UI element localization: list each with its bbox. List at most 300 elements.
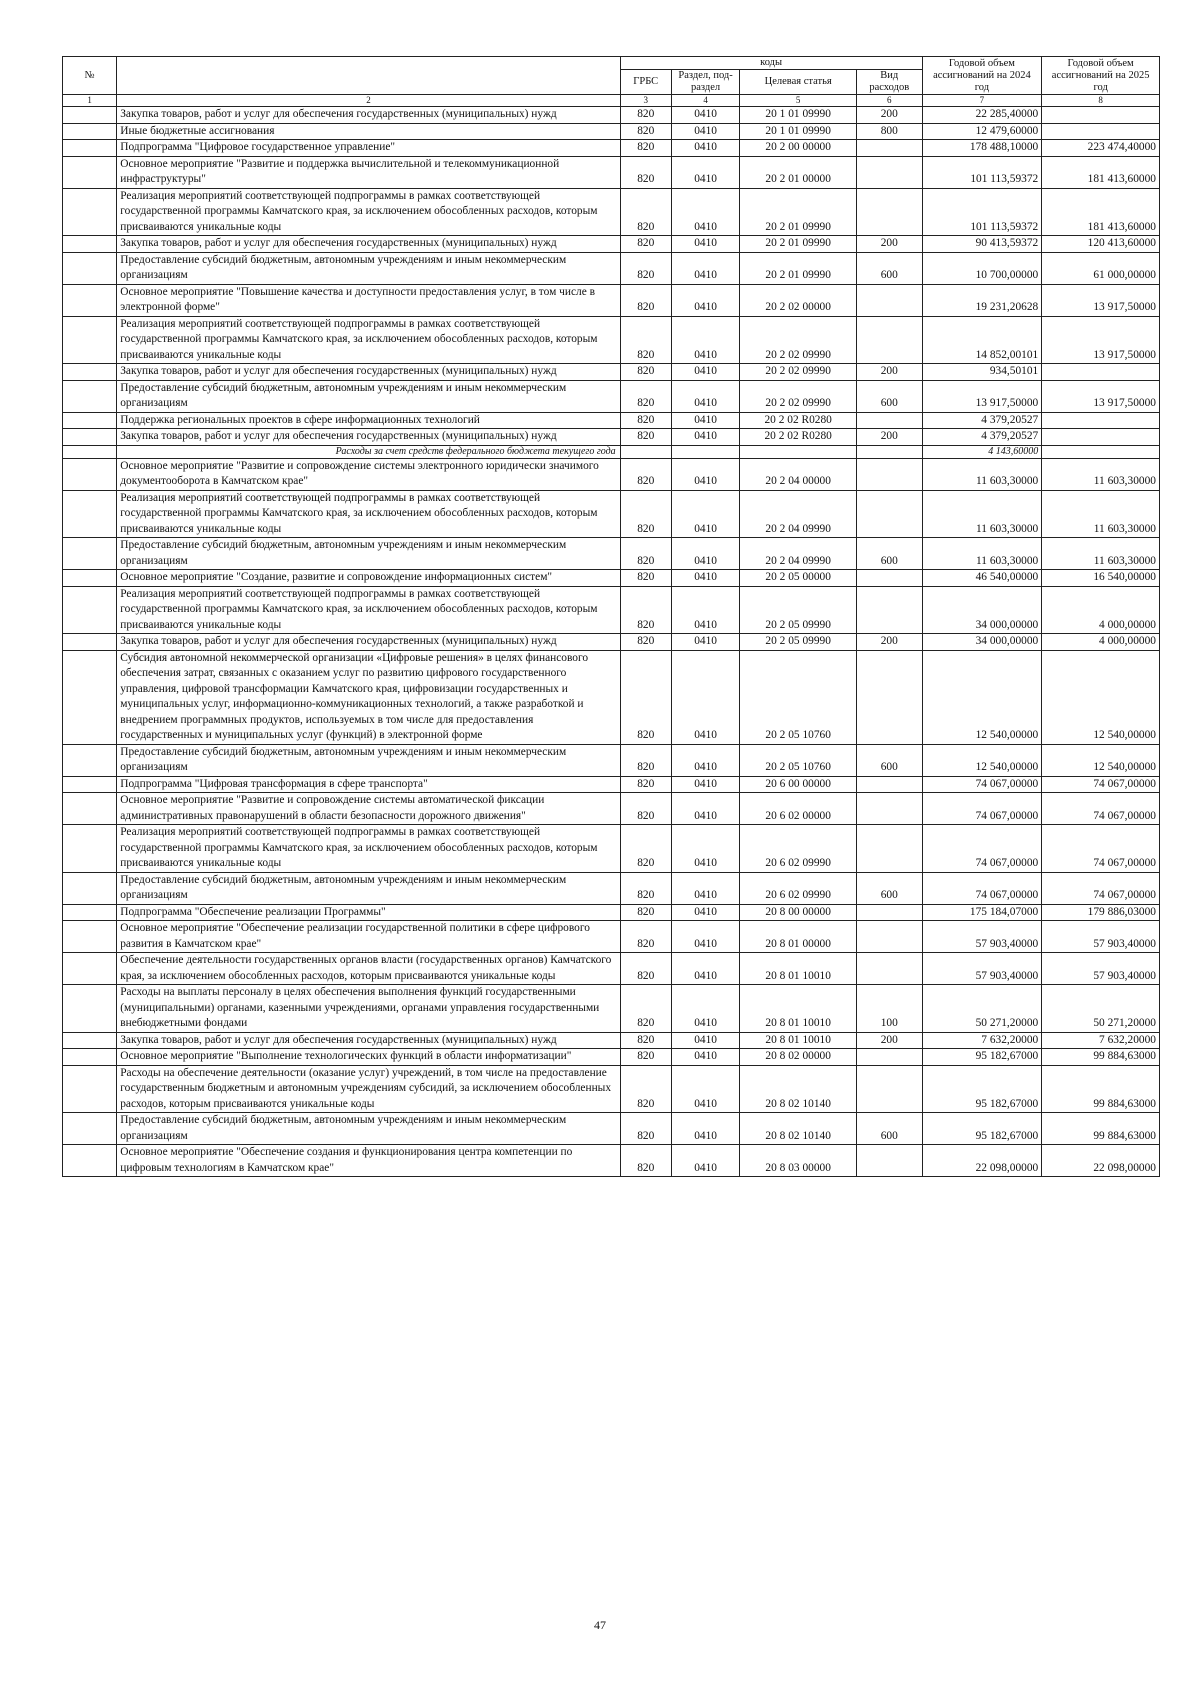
row-grbs: 820 — [620, 825, 671, 873]
table-row — [63, 825, 1160, 873]
row-number — [63, 538, 117, 570]
row-amount-2024: 95 182,67000 — [922, 1065, 1042, 1113]
table-row — [63, 985, 1160, 1033]
row-grbs: 820 — [620, 412, 671, 429]
row-expense-type — [857, 953, 923, 985]
row-razdel: 0410 — [671, 825, 740, 873]
row-grbs: 820 — [620, 634, 671, 651]
row-target-article: 20 8 01 10010 — [740, 1032, 857, 1049]
row-name: Закупка товаров, работ и услуг для обеспечения государственных (муниципальных) нужд — [117, 236, 620, 253]
row-name: Поддержка региональных проектов в сфере информационных технологий — [117, 412, 620, 429]
row-grbs: 820 — [620, 458, 671, 490]
header-razdel: Раздел, под-раздел — [671, 70, 740, 95]
row-expense-type — [857, 412, 923, 429]
row-expense-type: 600 — [857, 744, 923, 776]
row-razdel: 0410 — [671, 156, 740, 188]
row-name: Расходы за счет средств федерального бюджета текущего года — [117, 445, 620, 458]
row-number — [63, 445, 117, 458]
row-name: Основное мероприятие "Развитие и поддержка вычислительной и телекоммуникационной инфраструктуры" — [117, 156, 620, 188]
row-amount-2024: 50 271,20000 — [922, 985, 1042, 1033]
row-razdel: 0410 — [671, 1065, 740, 1113]
row-grbs: 820 — [620, 1113, 671, 1145]
row-amount-2025 — [1042, 107, 1160, 124]
row-expense-type — [857, 1145, 923, 1177]
row-amount-2025: 4 000,00000 — [1042, 586, 1160, 634]
row-amount-2024: 34 000,00000 — [922, 586, 1042, 634]
row-target-article: 20 2 01 09990 — [740, 252, 857, 284]
row-target-article: 20 8 01 00000 — [740, 921, 857, 953]
table-row — [63, 316, 1160, 364]
row-grbs: 820 — [620, 188, 671, 236]
row-amount-2025: 74 067,00000 — [1042, 776, 1160, 793]
row-target-article: 20 2 05 10760 — [740, 744, 857, 776]
table-row — [63, 634, 1160, 651]
row-expense-type — [857, 921, 923, 953]
row-amount-2025: 181 413,60000 — [1042, 188, 1160, 236]
table-row — [63, 412, 1160, 429]
row-number — [63, 744, 117, 776]
row-name: Расходы на обеспечение деятельности (оказание услуг) учреждений, в том числе на предоставление государственным бюджетным и автономным учреждениям субсидий, за исключением обособленных расходов, которым присваиваются уникальные коды — [117, 1065, 620, 1113]
page-number: 47 — [594, 1618, 606, 1632]
row-grbs: 820 — [620, 156, 671, 188]
col-index: 4 — [671, 95, 740, 107]
row-target-article: 20 2 05 00000 — [740, 570, 857, 587]
row-grbs: 820 — [620, 316, 671, 364]
row-amount-2025: 57 903,40000 — [1042, 921, 1160, 953]
row-number — [63, 1065, 117, 1113]
row-expense-type — [857, 1065, 923, 1113]
row-name: Закупка товаров, работ и услуг для обеспечения государственных (муниципальных) нужд — [117, 429, 620, 446]
row-amount-2024: 4 143,60000 — [922, 445, 1042, 458]
row-number — [63, 252, 117, 284]
row-amount-2024: 19 231,20628 — [922, 284, 1042, 316]
row-number — [63, 412, 117, 429]
row-grbs: 820 — [620, 744, 671, 776]
row-amount-2025: 74 067,00000 — [1042, 793, 1160, 825]
row-name: Основное мероприятие "Обеспечение создания и функционирования центра компетенции по цифровым технологиям в Камчатском крае" — [117, 1145, 620, 1177]
row-amount-2024: 12 540,00000 — [922, 650, 1042, 744]
row-amount-2025: 99 884,63000 — [1042, 1113, 1160, 1145]
table-row — [63, 650, 1160, 744]
row-grbs: 820 — [620, 364, 671, 381]
table-row — [63, 490, 1160, 538]
row-name: Реализация мероприятий соответствующей подпрограммы в рамках соответствующей государственной программы Камчатского края, за исключением обособленных расходов, которым присваиваются уникальные коды — [117, 316, 620, 364]
row-number — [63, 1032, 117, 1049]
row-grbs: 820 — [620, 236, 671, 253]
row-razdel: 0410 — [671, 634, 740, 651]
row-number — [63, 156, 117, 188]
table-row-note — [63, 445, 1160, 458]
row-razdel: 0410 — [671, 793, 740, 825]
row-name: Основное мероприятие "Выполнение технологических функций в области информатизации" — [117, 1049, 620, 1066]
row-amount-2024: 57 903,40000 — [922, 953, 1042, 985]
row-number — [63, 458, 117, 490]
row-target-article: 20 2 01 09990 — [740, 236, 857, 253]
row-razdel: 0410 — [671, 538, 740, 570]
row-expense-type: 200 — [857, 429, 923, 446]
col-index: 1 — [63, 95, 117, 107]
row-number — [63, 650, 117, 744]
row-grbs: 820 — [620, 570, 671, 587]
table-row — [63, 364, 1160, 381]
row-razdel: 0410 — [671, 650, 740, 744]
row-grbs: 820 — [620, 380, 671, 412]
row-razdel: 0410 — [671, 490, 740, 538]
row-razdel: 0410 — [671, 458, 740, 490]
row-name: Основное мероприятие "Развитие и сопровождение системы электронного юридически значимого документооборота в Камчатском крае" — [117, 458, 620, 490]
header-name — [117, 57, 620, 95]
row-name: Предоставление субсидий бюджетным, автономным учреждениям и иным некоммерческим организациям — [117, 872, 620, 904]
row-razdel: 0410 — [671, 776, 740, 793]
row-amount-2025: 61 000,00000 — [1042, 252, 1160, 284]
row-amount-2025: 99 884,63000 — [1042, 1065, 1160, 1113]
row-number — [63, 570, 117, 587]
col-index: 7 — [922, 95, 1042, 107]
header-codes: коды — [620, 57, 922, 70]
row-expense-type: 600 — [857, 538, 923, 570]
row-expense-type — [857, 650, 923, 744]
row-number — [63, 1049, 117, 1066]
row-number — [63, 825, 117, 873]
row-name: Предоставление субсидий бюджетным, автономным учреждениям и иным некоммерческим организациям — [117, 252, 620, 284]
row-expense-type — [857, 140, 923, 157]
row-amount-2024: 34 000,00000 — [922, 634, 1042, 651]
row-number — [63, 188, 117, 236]
row-grbs: 820 — [620, 1145, 671, 1177]
row-number — [63, 107, 117, 124]
row-name: Реализация мероприятий соответствующей подпрограммы в рамках соответствующей государственной программы Камчатского края, за исключением обособленных расходов, которым присваиваются уникальные коды — [117, 825, 620, 873]
row-grbs: 820 — [620, 107, 671, 124]
row-razdel: 0410 — [671, 252, 740, 284]
row-number — [63, 236, 117, 253]
row-razdel: 0410 — [671, 744, 740, 776]
row-amount-2025: 16 540,00000 — [1042, 570, 1160, 587]
table-row — [63, 904, 1160, 921]
col-index: 2 — [117, 95, 620, 107]
row-number — [63, 953, 117, 985]
row-razdel: 0410 — [671, 316, 740, 364]
row-target-article: 20 2 02 R0280 — [740, 412, 857, 429]
row-name: Подпрограмма "Цифровая трансформация в сфере транспорта" — [117, 776, 620, 793]
row-razdel: 0410 — [671, 1145, 740, 1177]
row-number — [63, 872, 117, 904]
col-index: 3 — [620, 95, 671, 107]
table-row — [63, 284, 1160, 316]
table-row — [63, 1065, 1160, 1113]
row-amount-2025: 12 540,00000 — [1042, 744, 1160, 776]
row-amount-2024: 22 098,00000 — [922, 1145, 1042, 1177]
row-name: Предоставление субсидий бюджетным, автономным учреждениям и иным некоммерческим организациям — [117, 744, 620, 776]
row-grbs: 820 — [620, 123, 671, 140]
row-target-article: 20 2 01 09990 — [740, 188, 857, 236]
row-target-article: 20 2 05 10760 — [740, 650, 857, 744]
header-expense-type: Вид расходов — [857, 70, 923, 95]
row-expense-type — [857, 445, 923, 458]
row-expense-type: 200 — [857, 1032, 923, 1049]
row-amount-2025: 120 413,60000 — [1042, 236, 1160, 253]
table-row — [63, 107, 1160, 124]
row-target-article: 20 6 02 00000 — [740, 793, 857, 825]
row-name: Реализация мероприятий соответствующей подпрограммы в рамках соответствующей государственной программы Камчатского края, за исключением обособленных расходов, которым присваиваются уникальные коды — [117, 586, 620, 634]
row-number — [63, 921, 117, 953]
row-razdel: 0410 — [671, 586, 740, 634]
row-name: Подпрограмма "Обеспечение реализации Программы" — [117, 904, 620, 921]
row-expense-type: 100 — [857, 985, 923, 1033]
row-target-article: 20 2 04 09990 — [740, 538, 857, 570]
row-amount-2025 — [1042, 364, 1160, 381]
row-name: Основное мероприятие "Повышение качества и доступности предоставления услуг, в том числе в электронной форме" — [117, 284, 620, 316]
col-index: 8 — [1042, 95, 1160, 107]
row-grbs: 820 — [620, 1065, 671, 1113]
row-number — [63, 793, 117, 825]
budget-allocation-table — [62, 56, 1160, 1177]
row-amount-2025: 57 903,40000 — [1042, 953, 1160, 985]
row-number — [63, 140, 117, 157]
row-target-article: 20 2 00 00000 — [740, 140, 857, 157]
header-row-top — [63, 57, 1160, 70]
row-amount-2025: 13 917,50000 — [1042, 284, 1160, 316]
row-amount-2025 — [1042, 429, 1160, 446]
row-grbs: 820 — [620, 586, 671, 634]
row-amount-2025: 74 067,00000 — [1042, 872, 1160, 904]
row-number — [63, 123, 117, 140]
row-number — [63, 284, 117, 316]
table-row — [63, 1049, 1160, 1066]
row-grbs: 820 — [620, 985, 671, 1033]
table-row — [63, 123, 1160, 140]
row-grbs: 820 — [620, 953, 671, 985]
table-row — [63, 156, 1160, 188]
row-name: Субсидия автономной некоммерческой организации «Цифровые решения» в целях финансового обеспечения затрат, связанных с оказанием услуг по развитию цифрового государственного управления, цифровой трансформации Камчатского края, цифровизации государственных и муниципальных услуг, информационно-коммуникационных технологий, а также разработкой и внедрением программных продуктов, используемых в том числе для предоставления государственных и муниципальных услуг (функций) в электронной форме — [117, 650, 620, 744]
row-amount-2024: 4 379,20527 — [922, 412, 1042, 429]
row-amount-2025: 11 603,30000 — [1042, 490, 1160, 538]
row-target-article: 20 2 02 09990 — [740, 364, 857, 381]
row-razdel: 0410 — [671, 1113, 740, 1145]
row-razdel: 0410 — [671, 140, 740, 157]
table-header — [63, 57, 1160, 107]
row-expense-type: 600 — [857, 380, 923, 412]
row-amount-2024: 46 540,00000 — [922, 570, 1042, 587]
row-expense-type: 600 — [857, 1113, 923, 1145]
row-expense-type: 200 — [857, 634, 923, 651]
row-amount-2025: 11 603,30000 — [1042, 458, 1160, 490]
table-row — [63, 1145, 1160, 1177]
row-expense-type: 600 — [857, 872, 923, 904]
row-name: Обеспечение деятельности государственных органов власти (государственных органов) Камчатского края, за исключением обособленных расходов, которым присваиваются уникальные коды — [117, 953, 620, 985]
row-razdel: 0410 — [671, 284, 740, 316]
row-razdel: 0410 — [671, 570, 740, 587]
table-row — [63, 140, 1160, 157]
row-number — [63, 316, 117, 364]
row-amount-2024: 74 067,00000 — [922, 776, 1042, 793]
row-target-article — [740, 445, 857, 458]
row-amount-2024: 175 184,07000 — [922, 904, 1042, 921]
row-name: Закупка товаров, работ и услуг для обеспечения государственных (муниципальных) нужд — [117, 364, 620, 381]
row-target-article: 20 1 01 09990 — [740, 123, 857, 140]
row-amount-2024: 74 067,00000 — [922, 793, 1042, 825]
row-razdel: 0410 — [671, 412, 740, 429]
row-number — [63, 490, 117, 538]
row-number — [63, 904, 117, 921]
row-number — [63, 1145, 117, 1177]
row-expense-type: 600 — [857, 252, 923, 284]
table-row — [63, 429, 1160, 446]
row-name: Закупка товаров, работ и услуг для обеспечения государственных (муниципальных) нужд — [117, 634, 620, 651]
row-grbs: 820 — [620, 872, 671, 904]
header-target-article: Целевая статья — [740, 70, 857, 95]
row-razdel: 0410 — [671, 872, 740, 904]
row-expense-type — [857, 284, 923, 316]
row-razdel: 0410 — [671, 1032, 740, 1049]
row-name: Расходы на выплаты персоналу в целях обеспечения выполнения функций государственными (муниципальными) органами, казенными учреждениями, органами управления государственными внебюджетными фондами — [117, 985, 620, 1033]
row-expense-type: 200 — [857, 364, 923, 381]
row-name: Предоставление субсидий бюджетным, автономным учреждениям и иным некоммерческим организациям — [117, 1113, 620, 1145]
row-amount-2024: 101 113,59372 — [922, 188, 1042, 236]
row-razdel: 0410 — [671, 188, 740, 236]
row-razdel: 0410 — [671, 429, 740, 446]
row-amount-2025: 12 540,00000 — [1042, 650, 1160, 744]
row-expense-type — [857, 490, 923, 538]
row-target-article: 20 2 02 09990 — [740, 380, 857, 412]
row-grbs: 820 — [620, 140, 671, 157]
row-target-article: 20 6 00 00000 — [740, 776, 857, 793]
table-row — [63, 921, 1160, 953]
table-row — [63, 570, 1160, 587]
row-razdel: 0410 — [671, 380, 740, 412]
table-row — [63, 872, 1160, 904]
row-expense-type — [857, 188, 923, 236]
row-grbs: 820 — [620, 793, 671, 825]
row-grbs: 820 — [620, 1049, 671, 1066]
row-target-article: 20 8 02 10140 — [740, 1113, 857, 1145]
row-amount-2025 — [1042, 412, 1160, 429]
row-number — [63, 380, 117, 412]
row-name: Подпрограмма "Цифровое государственное управление" — [117, 140, 620, 157]
row-target-article: 20 2 02 R0280 — [740, 429, 857, 446]
row-name: Иные бюджетные ассигнования — [117, 123, 620, 140]
table-row — [63, 1113, 1160, 1145]
row-target-article: 20 2 01 00000 — [740, 156, 857, 188]
row-expense-type: 200 — [857, 107, 923, 124]
table-row — [63, 236, 1160, 253]
row-grbs: 820 — [620, 538, 671, 570]
row-number — [63, 364, 117, 381]
row-expense-type — [857, 586, 923, 634]
row-amount-2024: 178 488,10000 — [922, 140, 1042, 157]
row-amount-2024: 11 603,30000 — [922, 458, 1042, 490]
row-amount-2025: 4 000,00000 — [1042, 634, 1160, 651]
row-target-article: 20 8 02 10140 — [740, 1065, 857, 1113]
row-amount-2024: 90 413,59372 — [922, 236, 1042, 253]
row-number — [63, 429, 117, 446]
row-name: Закупка товаров, работ и услуг для обеспечения государственных (муниципальных) нужд — [117, 1032, 620, 1049]
table-row — [63, 744, 1160, 776]
row-razdel: 0410 — [671, 1049, 740, 1066]
row-amount-2024: 11 603,30000 — [922, 490, 1042, 538]
header-number: № — [63, 57, 117, 95]
row-amount-2025: 11 603,30000 — [1042, 538, 1160, 570]
row-amount-2025: 179 886,03000 — [1042, 904, 1160, 921]
table-row — [63, 188, 1160, 236]
row-grbs: 820 — [620, 904, 671, 921]
col-index: 6 — [857, 95, 923, 107]
row-amount-2024: 12 540,00000 — [922, 744, 1042, 776]
row-grbs: 820 — [620, 921, 671, 953]
row-expense-type — [857, 793, 923, 825]
row-name: Предоставление субсидий бюджетным, автономным учреждениям и иным некоммерческим организациям — [117, 538, 620, 570]
row-expense-type: 800 — [857, 123, 923, 140]
row-target-article: 20 2 05 09990 — [740, 634, 857, 651]
table-row — [63, 252, 1160, 284]
row-target-article: 20 6 02 09990 — [740, 872, 857, 904]
col-index: 5 — [740, 95, 857, 107]
row-amount-2024: 13 917,50000 — [922, 380, 1042, 412]
row-amount-2025: 99 884,63000 — [1042, 1049, 1160, 1066]
row-amount-2024: 7 632,20000 — [922, 1032, 1042, 1049]
row-grbs: 820 — [620, 252, 671, 284]
row-razdel: 0410 — [671, 364, 740, 381]
row-expense-type — [857, 825, 923, 873]
header-year-2025: Годовой объем ассигнований на 2025 год — [1042, 57, 1160, 95]
row-name: Предоставление субсидий бюджетным, автономным учреждениям и иным некоммерческим организациям — [117, 380, 620, 412]
row-target-article: 20 1 01 09990 — [740, 107, 857, 124]
row-grbs: 820 — [620, 284, 671, 316]
table-body — [63, 107, 1160, 1177]
row-amount-2024: 95 182,67000 — [922, 1113, 1042, 1145]
row-amount-2024: 11 603,30000 — [922, 538, 1042, 570]
row-expense-type — [857, 458, 923, 490]
row-expense-type: 200 — [857, 236, 923, 253]
table-row — [63, 776, 1160, 793]
row-amount-2025: 7 632,20000 — [1042, 1032, 1160, 1049]
row-razdel: 0410 — [671, 953, 740, 985]
row-amount-2025: 181 413,60000 — [1042, 156, 1160, 188]
row-razdel: 0410 — [671, 985, 740, 1033]
table-row — [63, 793, 1160, 825]
table-row — [63, 1032, 1160, 1049]
row-target-article: 20 8 03 00000 — [740, 1145, 857, 1177]
row-amount-2024: 74 067,00000 — [922, 872, 1042, 904]
row-amount-2024: 4 379,20527 — [922, 429, 1042, 446]
row-name: Основное мероприятие "Развитие и сопровождение системы автоматической фиксации административных правонарушений в области безопасности дорожного движения" — [117, 793, 620, 825]
row-name: Закупка товаров, работ и услуг для обеспечения государственных (муниципальных) нужд — [117, 107, 620, 124]
row-expense-type — [857, 776, 923, 793]
row-grbs: 820 — [620, 490, 671, 538]
row-amount-2025: 223 474,40000 — [1042, 140, 1160, 157]
table-row — [63, 458, 1160, 490]
row-grbs: 820 — [620, 429, 671, 446]
column-index-row — [63, 95, 1160, 107]
row-expense-type — [857, 904, 923, 921]
row-expense-type — [857, 570, 923, 587]
row-grbs: 820 — [620, 776, 671, 793]
row-target-article: 20 8 01 10010 — [740, 985, 857, 1033]
row-name: Реализация мероприятий соответствующей подпрограммы в рамках соответствующей государственной программы Камчатского края, за исключением обособленных расходов, которым присваиваются уникальные коды — [117, 490, 620, 538]
row-target-article: 20 6 02 09990 — [740, 825, 857, 873]
row-amount-2024: 22 285,40000 — [922, 107, 1042, 124]
row-target-article: 20 2 05 09990 — [740, 586, 857, 634]
row-amount-2025 — [1042, 123, 1160, 140]
row-expense-type — [857, 156, 923, 188]
row-grbs: 820 — [620, 650, 671, 744]
header-grbs: ГРБС — [620, 70, 671, 95]
row-amount-2025: 74 067,00000 — [1042, 825, 1160, 873]
row-target-article: 20 2 02 00000 — [740, 284, 857, 316]
row-razdel: 0410 — [671, 107, 740, 124]
row-name: Реализация мероприятий соответствующей подпрограммы в рамках соответствующей государственной программы Камчатского края, за исключением обособленных расходов, которым присваиваются уникальные коды — [117, 188, 620, 236]
row-target-article: 20 8 01 10010 — [740, 953, 857, 985]
row-number — [63, 586, 117, 634]
